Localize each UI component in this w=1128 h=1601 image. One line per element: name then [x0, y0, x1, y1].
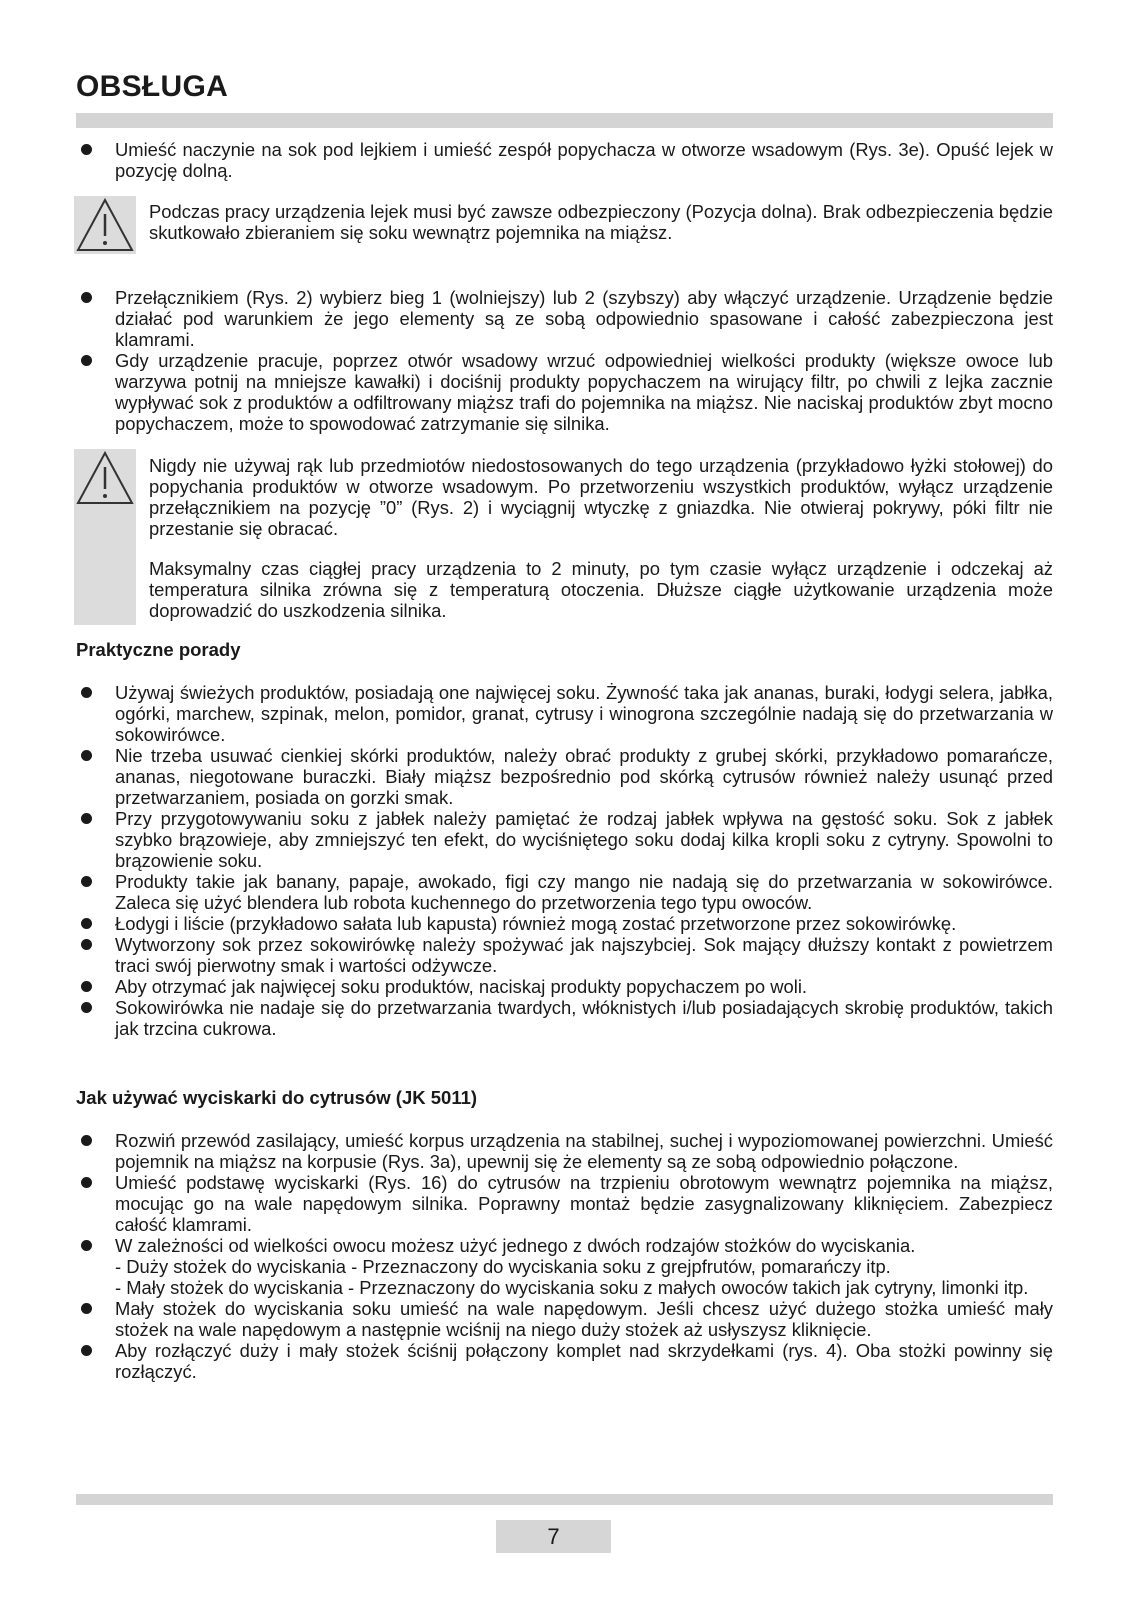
citrus-list — [76, 1130, 1053, 1382]
list-item: Nie trzeba usuwać cienkiej skórki produktów, należy obrać produkty z grubej skórki, przykładowo pomarańcze, ananas, niegotowane buraczki. Biały miąższ bezpośrednio pod skórką cytrusów również należy usunąć przed przetwarzaniem, posiada on gorzki smak. — [76, 745, 1053, 808]
list-item: Sokowirówka nie nadaje się do przetwarzania twardych, włóknistych i/lub posiadających skrobię produktów, takich jak trzcina cukrowa. — [76, 997, 1053, 1039]
list-sub-item: - Duży stożek do wyciskania - Przeznaczony do wyciskania soku z grejpfrutów, pomarańczy itp. — [115, 1256, 891, 1277]
list-item: Przełącznikiem (Rys. 2) wybierz bieg 1 (wolniejszy) lub 2 (szybszy) aby włączyć urządzenie. Urządzenie będzie działać pod warunkiem że jego elementy są ze sobą odpowiednio spasowane i całość zabezpieczona jest klamrami. — [76, 287, 1053, 350]
section2-list — [76, 287, 1053, 434]
warning-paragraph: Podczas pracy urządzenia lejek musi być zawsze odbezpieczony (Pozycja dolna). Brak odbezpieczenia będzie skutkowało zbieraniem się soku wewnątrz pojemnika na miąższ. — [149, 201, 1053, 243]
list-item-text: W zależności od wielkości owocu możesz użyć jednego z dwóch rodzajów stożków do wyciskania. — [115, 1235, 916, 1256]
page-title: OBSŁUGA — [76, 70, 229, 103]
warning-paragraph: Nigdy nie używaj rąk lub przedmiotów niedostosowanych do tego urządzenia (przykładowo łyżki stołowej) do popychania produktów w otworze wsadowym. Po przetworzeniu wszystkich produktów, wyłącz urządzenie przełącznikiem na pozycję ”0” (Rys. 2) i wyciągnij wtyczkę z gniazdka. Nie otwieraj pokrywy, póki filtr nie przestanie się obracać. — [149, 455, 1053, 539]
section1-list — [76, 139, 1053, 181]
warning-paragraph: Maksymalny czas ciągłej pracy urządzenia to 2 minuty, po tym czasie wyłącz urządzenie i odczekaj aż temperatura silnika zrówna się z temperaturą otoczenia. Dłuższe ciągłe użytkowanie urządzenia może doprowadzić do uszkodzenia silnika. — [149, 558, 1053, 621]
page-number: 7 — [496, 1520, 611, 1553]
list-item: Gdy urządzenie pracuje, poprzez otwór wsadowy wrzuć odpowiedniej wielkości produkty (większe owoce lub warzywa potnij na mniejsze kawałki) i dociśnij produkty popychaczem na wirujący filtr, po chwili z lejka zacznie wypływać sok z produktów a odfiltrowany miąższ trafi do pojemnika na miąższ. Nie naciskaj produktów zbyt mocno popychaczem, może to spowodować zatrzymanie się silnika. — [76, 350, 1053, 434]
warning-triangle-icon — [74, 196, 136, 254]
warning-block-1 — [74, 196, 1053, 256]
list-item: Aby rozłączyć duży i mały stożek ściśnij połączony komplet nad skrzydełkami (rys. 4). Oba stożki powinny się rozłączyć. — [76, 1340, 1053, 1382]
warning-block-2 — [74, 449, 1053, 625]
list-item: Produkty takie jak banany, papaje, awokado, figi czy mango nie nadają się do przetwarzania w sokowirówce. Zaleca się użyć blendera lub robota kuchennego do przetworzenia tego typu owoców. — [76, 871, 1053, 913]
list-item: Umieść podstawę wyciskarki (Rys. 16) do cytrusów na trzpieniu obrotowym wewnątrz pojemnika na miąższ, mocując go na wale napędowym silnika. Poprawny montaż będzie zasygnalizowany kliknięciem. Zabezpiecz całość klamrami. — [76, 1172, 1053, 1235]
list-item: Łodygi i liście (przykładowo sałata lub kapusta) również mogą zostać przetworzone przez sokowirówkę. — [76, 913, 1053, 934]
list-item: Aby otrzymać jak najwięcej soku produktów, naciskaj produkty popychaczem po woli. — [76, 976, 1053, 997]
list-item: Używaj świeżych produktów, posiadają one najwięcej soku. Żywność taka jak ananas, buraki, łodygi selera, jabłka, ogórki, marchew, szpinak, melon, pomidor, granat, cytrusy i winogrona szczególnie nadają się do przetwarzania w sokowirówce. — [76, 682, 1053, 745]
tips-heading: Praktyczne porady — [76, 639, 241, 660]
warning-text-2 — [149, 455, 1053, 621]
list-sub-item: - Mały stożek do wyciskania - Przeznaczony do wyciskania soku z małych owoców takich jak cytryny, limonki itp. — [115, 1277, 1029, 1298]
list-item: Mały stożek do wyciskania soku umieść na wale napędowym. Jeśli chcesz użyć dużego stożka umieść mały stożek na wale napędowym a następnie wciśnij na niego duży stożek aż usłyszysz kliknięcie. — [76, 1298, 1053, 1340]
list-item: Przy przygotowywaniu soku z jabłek należy pamiętać że rodzaj jabłek wpływa na gęstość soku. Sok z jabłek szybko brązowieje, aby zmniejszyć ten efekt, do wyciśniętego soku dodaj kilka kropli soku z cytryny. Spowolni to brązowienie soku. — [76, 808, 1053, 871]
list-item: Wytworzony sok przez sokowirówkę należy spożywać jak najszybciej. Sok mający dłuższy kontakt z powietrzem traci swój pierwotny smak i wartości odżywcze. — [76, 934, 1053, 976]
warning-triangle-icon — [74, 449, 136, 507]
list-item: Rozwiń przewód zasilający, umieść korpus urządzenia na stabilnej, suchej i wypoziomowanej powierzchni. Umieść pojemnik na miąższ na korpusie (Rys. 3a), upewnij się że elementy są ze sobą odpowiednio połączone. — [76, 1130, 1053, 1172]
header-rule — [76, 113, 1053, 128]
list-item: Umieść naczynie na sok pod lejkiem i umieść zespół popychacza w otworze wsadowym (Rys. 3e). Opuść lejek w pozycję dolną. — [76, 139, 1053, 181]
tips-list — [76, 682, 1053, 1039]
warning-text-1 — [149, 201, 1053, 243]
footer-rule — [76, 1494, 1053, 1505]
citrus-heading: Jak używać wyciskarki do cytrusów (JK 5011) — [76, 1087, 478, 1108]
list-item — [76, 1235, 1053, 1298]
